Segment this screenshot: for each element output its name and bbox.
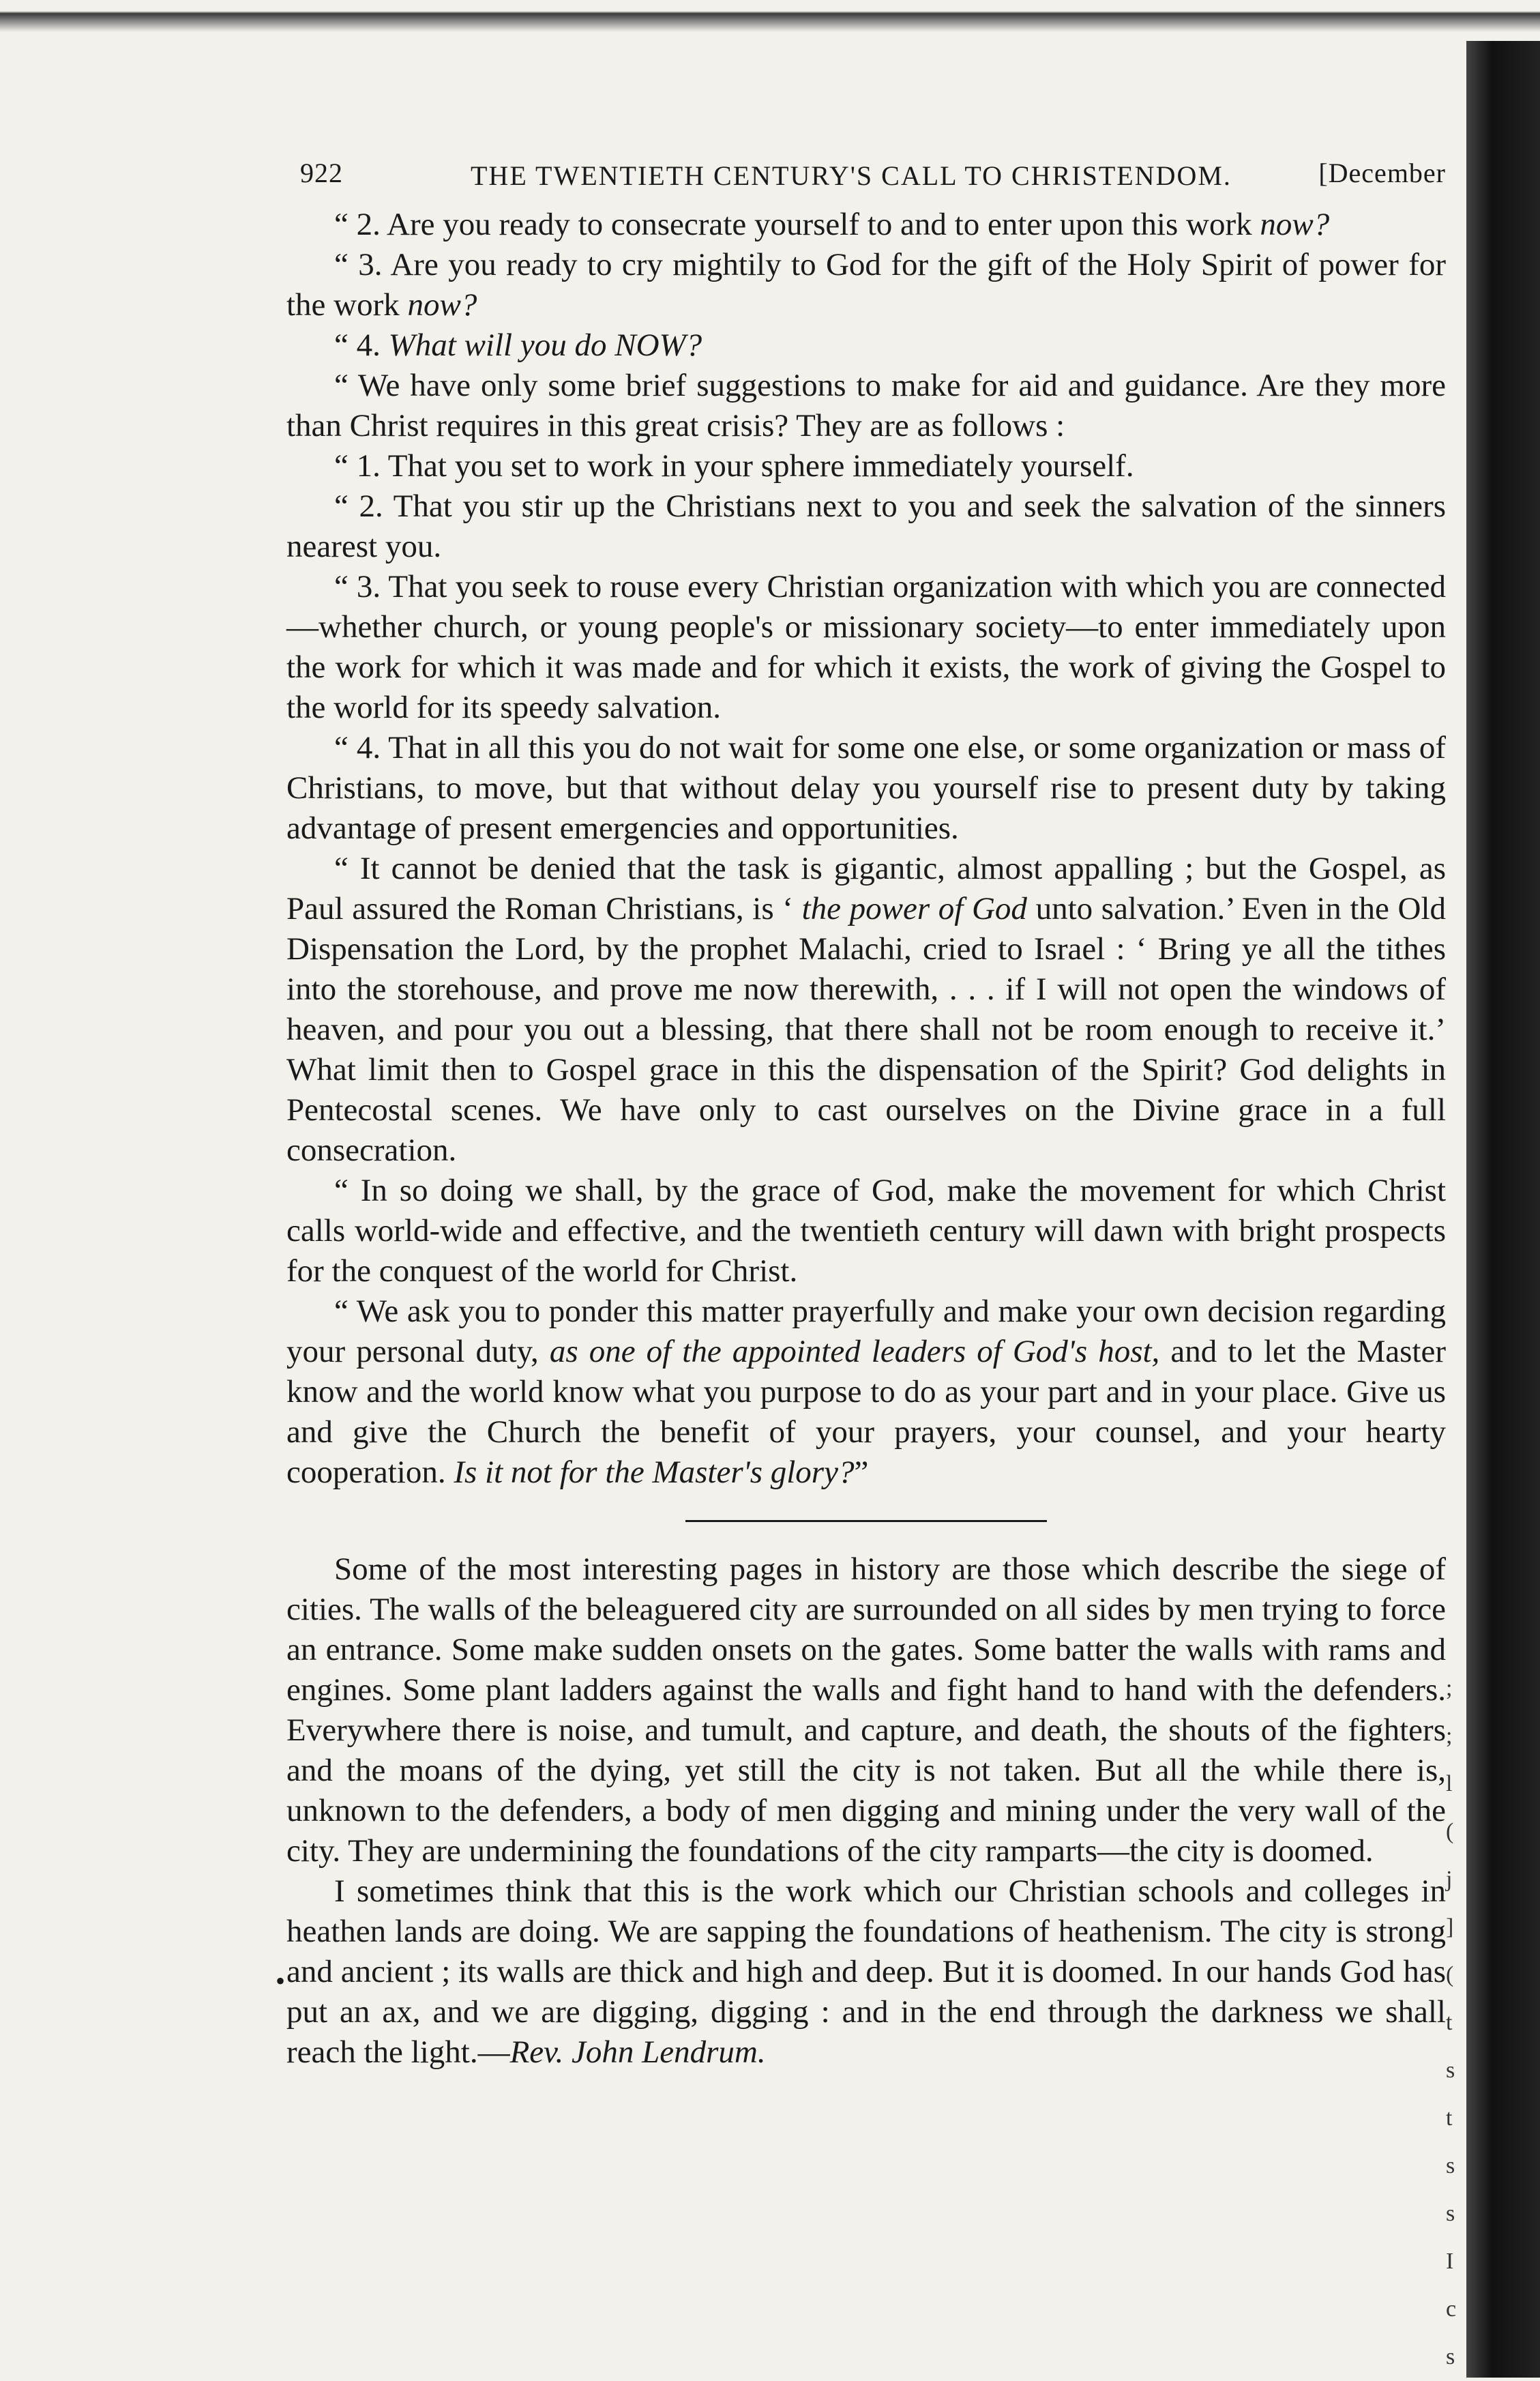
running-header	[286, 157, 1446, 205]
facing-page-bleed: ; ; l ( j ] ( t s t s s I c s	[1446, 1676, 1457, 2369]
paragraph: I sometimes think that this is the work which our Christian schools and colleges in heathen lands are doing. We are sapping the foundations of heathenism. The city is strong and ancient ; its walls are thick and high and deep. But it is doomed. In our hands God has put an ax, and we are digging, digging : and in the end through the darkness we shall reach the light.—Rev. John Lendrum.	[286, 1873, 1446, 2070]
paragraph: “ In so doing we shall, by the grace of God, make the movement for which Christ calls world-wide and effective, and the twentieth century will dawn with bright prospects for the conquest of the world for Christ.	[286, 1173, 1446, 1289]
paragraph: “ 2. That you stir up the Christians next to you and seek the salvation of the sinners nearest you.	[286, 488, 1446, 564]
paragraph: “ 3. Are you ready to cry mightily to God for the gift of the Holy Spirit of power for the work now?	[286, 247, 1446, 323]
paragraph: “ 3. That you seek to rouse every Christian organization with which you are connected—whether church, or young people's or missionary society—to enter immediately upon the work for which it was made and for which it exists, the work of giving the Gospel to the world for its speedy salvation.	[286, 569, 1446, 725]
paragraph: “ 1. That you set to work in your sphere immediately yourself.	[334, 448, 1134, 484]
page-number: 922	[300, 158, 343, 188]
document-page	[286, 157, 1446, 2073]
paragraph: Some of the most interesting pages in history are those which describe the siege of cities. The walls of the beleaguered city are surrounded on all sides by men trying to force an entrance. Some make sudden onsets on the gates. Some batter the walls with rams and engines. Some plant ladders against the walls and fight hand to hand with the defenders. Everywhere there is noise, and tumult, and capture, and death, the shouts of the fighters and the moans of the dying, yet still the city is not taken. But all the while there is, unknown to the defenders, a body of men digging and mining under the very wall of the city. They are undermining the foundations of the city ramparts—the city is doomed.	[286, 1551, 1446, 1869]
paragraph: “ 4. What will you do NOW?	[334, 327, 702, 363]
paragraph: “ It cannot be denied that the task is gigantic, almost appalling ; but the Gospel, as Paul assured the Roman Christians, is ‘ the power of God unto salvation.’ Even in the Old Dispensation the Lord, by the prophet Malachi, cried to Israel : ‘ Bring ye all the tithes into the storehouse, and prove me now therewith, . . . if I will not open the windows of heaven, and pour you out a blessing, that there shall not be room enough to receive it.’ What limit then to Gospel grace in this the dispensation of the Spirit? God delights in Pentecostal scenes. We have only to cast ourselves on the Divine grace in a full consecration.	[286, 851, 1446, 1168]
stray-mark: •	[276, 1966, 286, 1996]
paragraph: “ We ask you to ponder this matter prayerfully and make your own decision regarding your personal duty, as one of the appointed leaders of God's host, and to let the Master know and the world know what you purpose to do as your part and in your place. Give us and give the Church the benefit of your prayers, your counsel, and your hearty cooperation. Is it not for the Master's glory?”	[286, 1294, 1446, 1490]
scan-top-streak	[0, 0, 1540, 61]
running-title: THE TWENTIETH CENTURY'S CALL TO CHRISTENDOM.	[471, 160, 1232, 191]
section-divider	[685, 1520, 1047, 1522]
running-month: [December	[1318, 158, 1446, 188]
paragraph: “ 4. That in all this you do not wait for some one else, or some organization or mass of Christians, to move, but that without delay you yourself rise to present duty by taking advantage of present emergencies and opportunities.	[286, 730, 1446, 846]
scan-binding-edge	[1466, 41, 1540, 2378]
paragraph: “ 2. Are you ready to consecrate yourself to and to enter upon this work now?	[334, 207, 1330, 242]
paragraph: “ We have only some brief suggestions to make for aid and guidance. Are they more than Christ requires in this great crisis? They are as follows :	[286, 368, 1446, 443]
